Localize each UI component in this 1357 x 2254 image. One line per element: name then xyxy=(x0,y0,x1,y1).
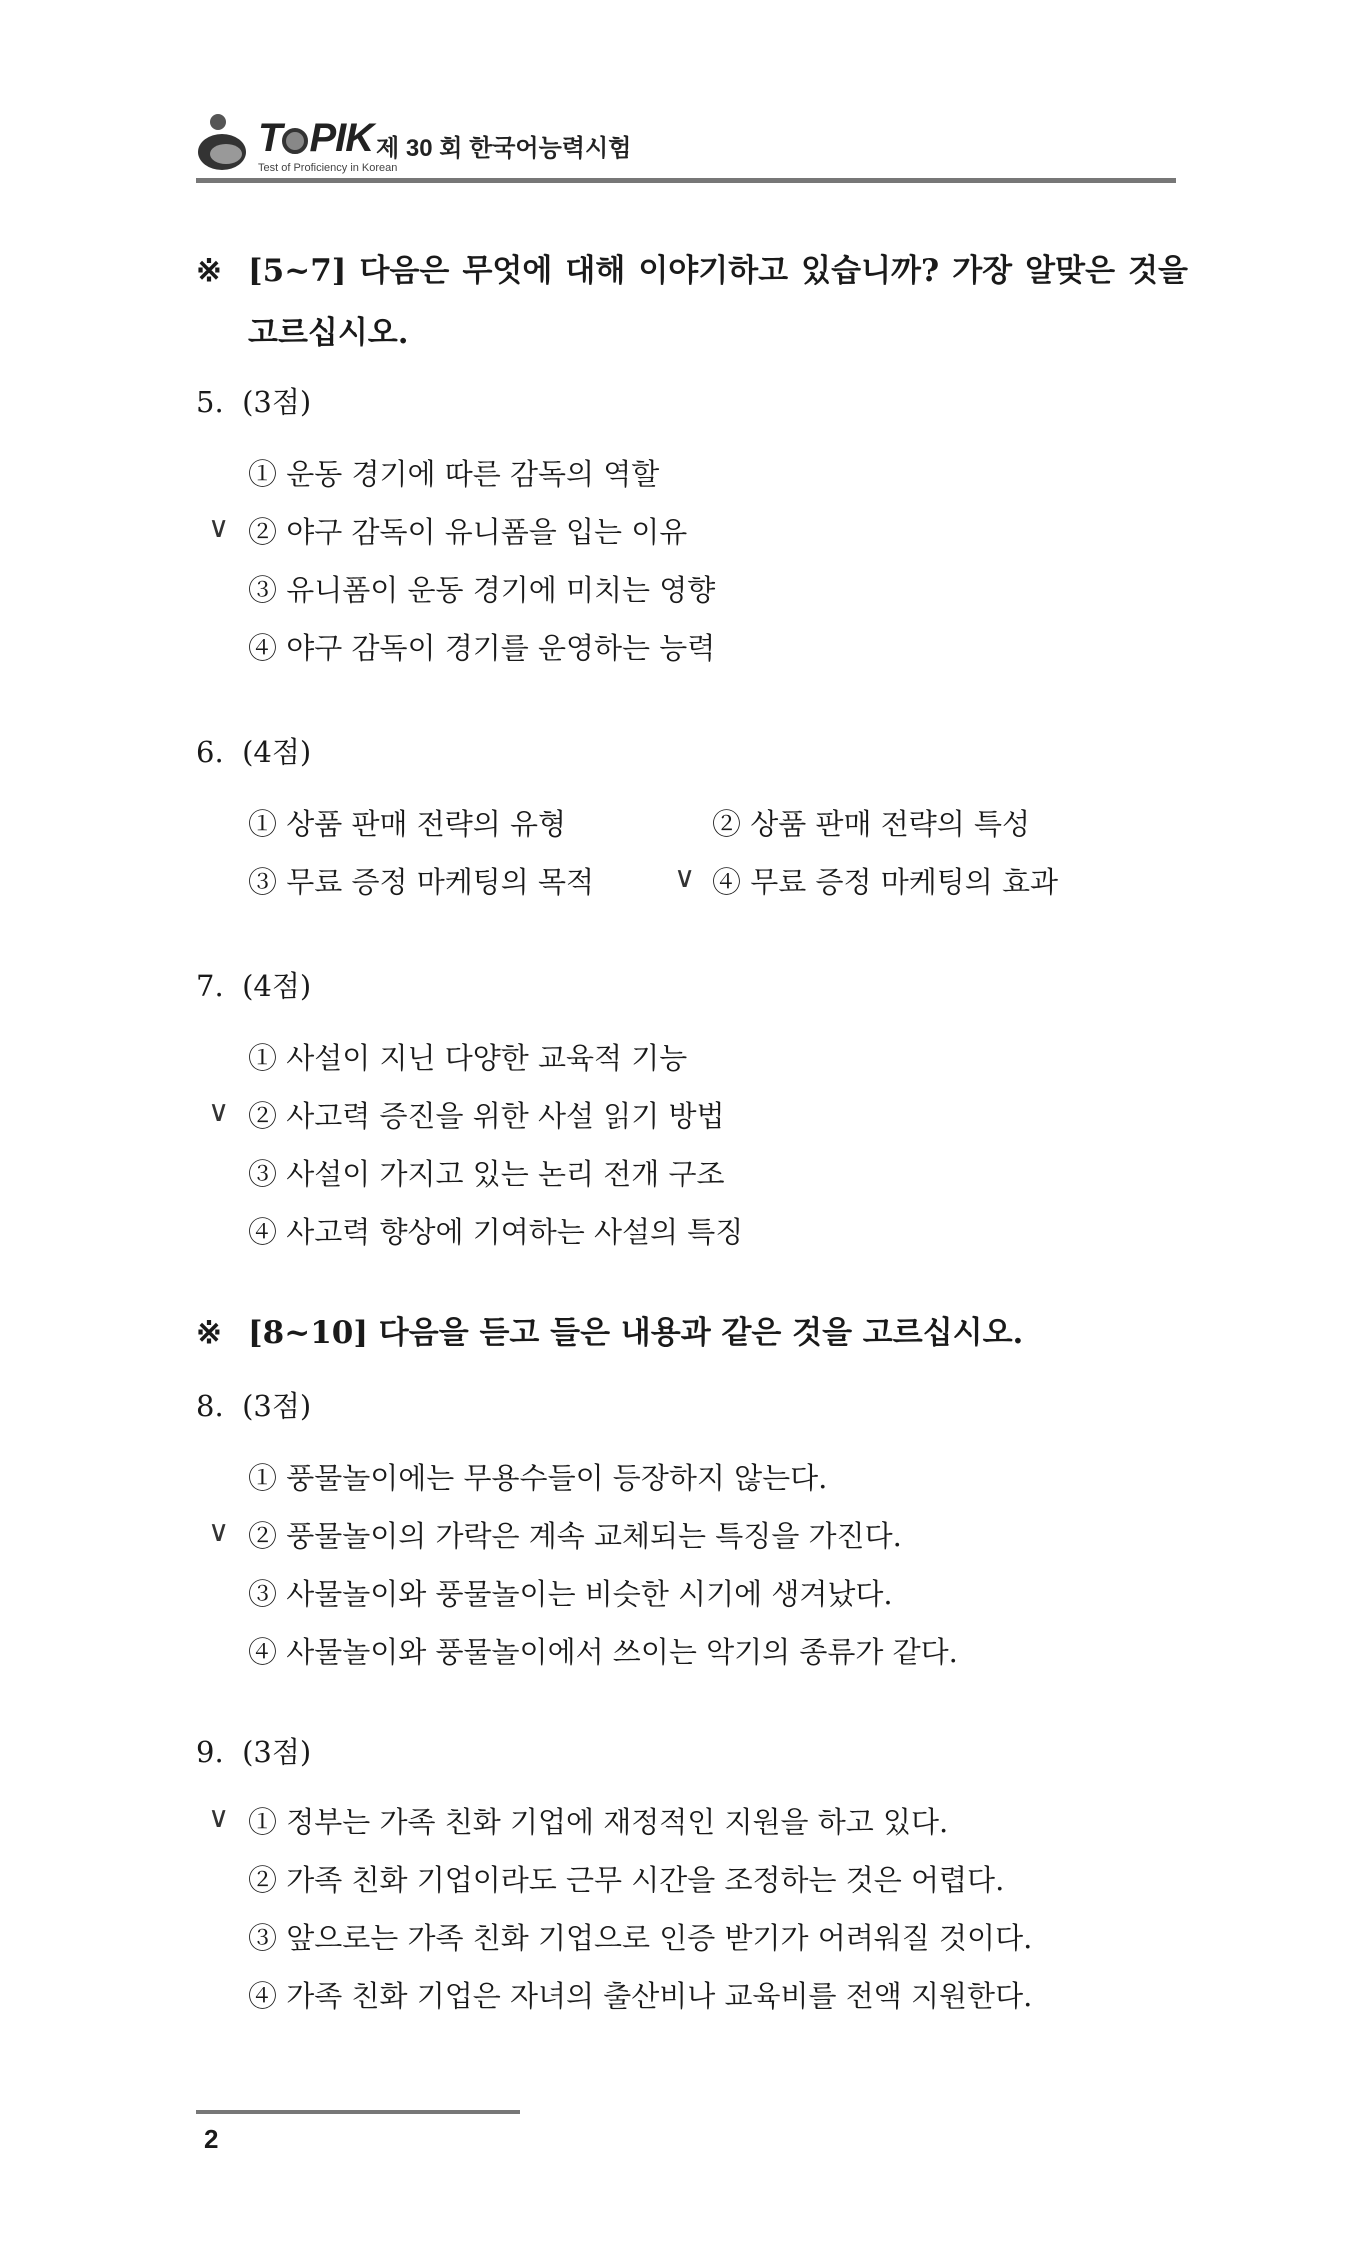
topik-logo-icon xyxy=(196,110,258,176)
option[interactable]: ③ 유니폼이 운동 경기에 미치는 영향 xyxy=(248,573,716,607)
answer-check-mark: ∨ xyxy=(208,1094,230,1128)
reference-mark: ※ xyxy=(196,1315,222,1351)
option[interactable]: ④ 가족 친화 기업은 자녀의 출산비나 교육비를 전액 지원한다. xyxy=(248,1979,1033,2013)
option[interactable]: ② 사고력 증진을 위한 사설 읽기 방법 xyxy=(248,1099,725,1133)
option[interactable]: ④ 사고력 향상에 기여하는 사설의 특징 xyxy=(248,1215,744,1249)
option[interactable]: ① 상품 판매 전략의 유형 xyxy=(248,807,566,841)
answer-check-mark: ∨ xyxy=(208,510,230,544)
question-6-label: 6. (4점) xyxy=(196,735,312,769)
option[interactable]: ② 상품 판매 전략의 특성 xyxy=(712,807,1030,841)
option[interactable]: ② 가족 친화 기업이라도 근무 시간을 조정하는 것은 어렵다. xyxy=(248,1863,1005,1897)
question-9-label: 9. (3점) xyxy=(196,1735,312,1769)
option[interactable]: ① 사설이 지닌 다양한 교육적 기능 xyxy=(248,1041,688,1075)
reference-mark: ※ xyxy=(196,253,222,289)
option[interactable]: ③ 사물놀이와 풍물놀이는 비슷한 시기에 생겨났다. xyxy=(248,1577,893,1611)
exam-title: 제 30 회 한국어능력시험 xyxy=(376,135,632,162)
answer-check-mark: ∨ xyxy=(674,860,696,894)
question-7-label: 7. (4점) xyxy=(196,969,312,1003)
answer-check-mark: ∨ xyxy=(208,1800,230,1834)
instruction-text: [8~10] 다음을 듣고 들은 내용과 같은 것을 고르십시오. xyxy=(248,1315,1024,1351)
option[interactable]: ① 풍물놀이에는 무용수들이 등장하지 않는다. xyxy=(248,1461,828,1495)
footer-divider xyxy=(196,2110,520,2114)
option[interactable]: ③ 사설이 가지고 있는 논리 전개 구조 xyxy=(248,1157,725,1191)
option[interactable]: ④ 야구 감독이 경기를 운영하는 능력 xyxy=(248,631,716,665)
section-instruction xyxy=(196,240,1196,370)
question-8-label: 8. (3점) xyxy=(196,1389,312,1423)
answer-check-mark: ∨ xyxy=(208,1514,230,1548)
header-divider xyxy=(196,178,1176,183)
section-instruction xyxy=(196,1302,1196,1364)
option[interactable]: ① 운동 경기에 따른 감독의 역할 xyxy=(248,457,660,491)
page-header xyxy=(196,110,1176,180)
option[interactable]: ④ 사물놀이와 풍물놀이에서 쓰이는 악기의 종류가 같다. xyxy=(248,1635,958,1669)
option[interactable]: ③ 앞으로는 가족 친화 기업으로 인증 받기가 어려워질 것이다. xyxy=(248,1921,1033,1955)
option[interactable]: ① 정부는 가족 친화 기업에 재정적인 지원을 하고 있다. xyxy=(248,1805,949,1839)
option[interactable]: ② 풍물놀이의 가락은 계속 교체되는 특징을 가진다. xyxy=(248,1519,902,1553)
question-5-label: 5. (3점) xyxy=(196,385,312,419)
page-number: 2 xyxy=(204,2124,219,2154)
logo-subtitle: Test of Proficiency in Korean xyxy=(258,162,398,174)
instruction-text: [5~7] 다음은 무엇에 대해 이야기하고 있습니까? 가장 알맞은 것을 고르십시오. xyxy=(248,253,1188,351)
option[interactable]: ④ 무료 증정 마케팅의 효과 xyxy=(712,865,1059,899)
option[interactable]: ③ 무료 증정 마케팅의 목적 xyxy=(248,865,595,899)
logo-o-circle-icon xyxy=(282,128,308,154)
logo-wordmark: T PIK xyxy=(258,116,374,160)
option[interactable]: ② 야구 감독이 유니폼을 입는 이유 xyxy=(248,515,688,549)
